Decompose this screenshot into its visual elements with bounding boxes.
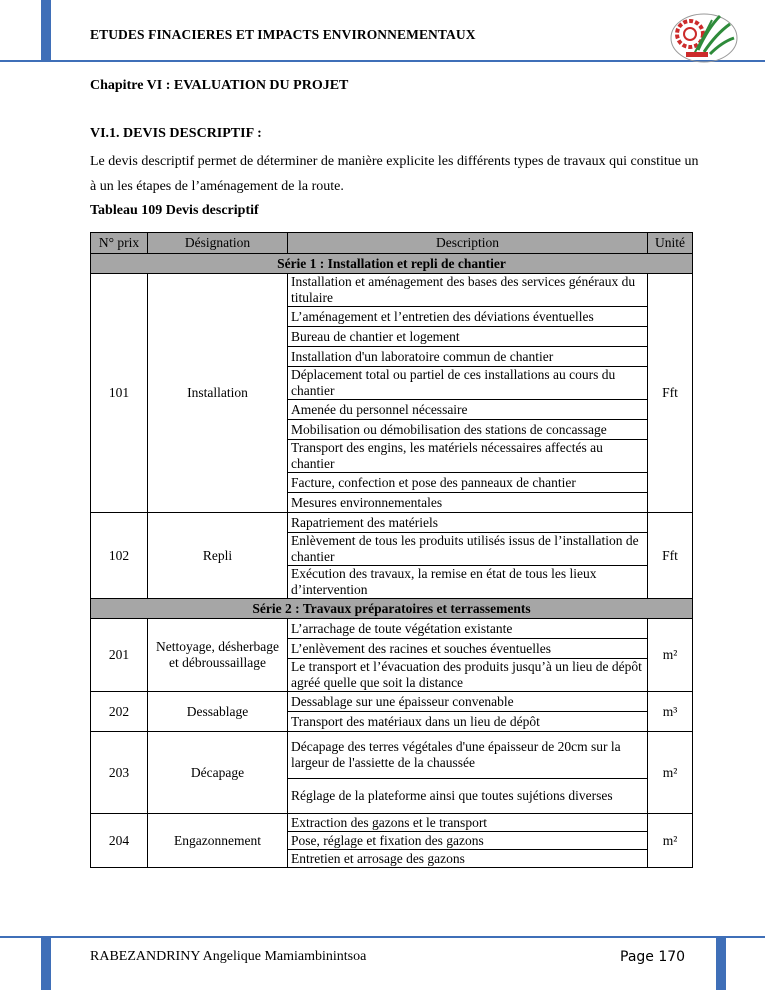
- unit: Fft: [648, 274, 693, 513]
- unit: m²: [648, 619, 693, 692]
- section-title: VI.1. DEVIS DESCRIPTIF :: [90, 126, 262, 141]
- description-item: Pose, réglage et fixation des gazons: [288, 832, 648, 850]
- designation: Repli: [148, 513, 288, 599]
- table-row: [91, 513, 693, 533]
- serie-1-label: Série 1 : Installation et repli de chantier: [91, 254, 693, 274]
- intro-paragraph: Le devis descriptif permet de déterminer de manière explicite les différents types de travaux qui constitue un à un les étapes de l’aménagement de la route.: [90, 154, 699, 194]
- price-number: 101: [91, 274, 148, 513]
- designation: Nettoyage, désherbage et débroussaillage: [148, 619, 288, 692]
- description-item: Mesures environnementales: [288, 493, 648, 513]
- description-item: Réglage de la plateforme ainsi que toutes sujétions diverses: [288, 779, 648, 814]
- description-item: Dessablage sur une épaisseur convenable: [288, 692, 648, 712]
- designation: Engazonnement: [148, 814, 288, 868]
- unit: Fft: [648, 513, 693, 599]
- description-item: Installation d'un laboratoire commun de chantier: [288, 347, 648, 367]
- description-item: Exécution des travaux, la remise en état de tous les lieux d’intervention: [288, 566, 648, 599]
- description-item: Entretien et arrosage des gazons: [288, 850, 648, 868]
- col-header-num: N° prix: [91, 233, 148, 254]
- description-item: Décapage des terres végétales d'une épaisseur de 20cm sur la largeur de l'assiette de la chaussée: [288, 732, 648, 779]
- footer-author: RABEZANDRINY Angelique Mamiambinintsoa: [90, 949, 367, 964]
- chapter-title: Chapitre VI : EVALUATION DU PROJET: [90, 78, 349, 93]
- description-item: Extraction des gazons et le transport: [288, 814, 648, 832]
- table-row: [91, 692, 693, 712]
- table-header-row: [91, 233, 693, 254]
- footer-rule: [0, 936, 765, 938]
- designation: Décapage: [148, 732, 288, 814]
- price-number: 203: [91, 732, 148, 814]
- serie-row: [91, 599, 693, 619]
- header-accent-bar: [41, 0, 51, 60]
- designation: Installation: [148, 274, 288, 513]
- description-item: Facture, confection et pose des panneaux de chantier: [288, 473, 648, 493]
- col-header-description: Description: [288, 233, 648, 254]
- description-item: Installation et aménagement des bases des services généraux du titulaire: [288, 274, 648, 307]
- price-number: 102: [91, 513, 148, 599]
- school-logo-icon: [668, 8, 740, 64]
- description-item: L’aménagement et l’entretien des déviations éventuelles: [288, 307, 648, 327]
- serie-row: [91, 254, 693, 274]
- description-item: Mobilisation ou démobilisation des stations de concassage: [288, 420, 648, 440]
- price-number: 201: [91, 619, 148, 692]
- unit: m²: [648, 732, 693, 814]
- unit: m³: [648, 692, 693, 732]
- table-row: [91, 619, 693, 639]
- description-item: Rapatriement des matériels: [288, 513, 648, 533]
- designation: Dessablage: [148, 692, 288, 732]
- price-number: 202: [91, 692, 148, 732]
- description-item: Déplacement total ou partiel de ces installations au cours du chantier: [288, 367, 648, 400]
- table-row: [91, 274, 693, 307]
- footer-accent-bar-left: [41, 938, 51, 990]
- description-item: Enlèvement de tous les produits utilisés issus de l’installation de chantier: [288, 533, 648, 566]
- description-item: L’enlèvement des racines et souches éventuelles: [288, 639, 648, 659]
- description-item: Bureau de chantier et logement: [288, 327, 648, 347]
- page-number: Page 170: [620, 949, 686, 965]
- description-item: Transport des engins, les matériels nécessaires affectés au chantier: [288, 440, 648, 473]
- table-row: [91, 814, 693, 832]
- description-item: Amenée du personnel nécessaire: [288, 400, 648, 420]
- header-rule: [0, 60, 765, 62]
- table-caption: Tableau 109 Devis descriptif: [90, 203, 259, 218]
- col-header-designation: Désignation: [148, 233, 288, 254]
- description-item: Le transport et l’évacuation des produits jusqu’à un lieu de dépôt agréé quelle que soit la distance: [288, 659, 648, 692]
- devis-table: [90, 232, 693, 868]
- description-item: Transport des matériaux dans un lieu de dépôt: [288, 712, 648, 732]
- unit: m²: [648, 814, 693, 868]
- table-row: [91, 732, 693, 779]
- description-item: L’arrachage de toute végétation existante: [288, 619, 648, 639]
- serie-2-label: Série 2 : Travaux préparatoires et terrassements: [91, 599, 693, 619]
- page-header-title: ETUDES FINACIERES ET IMPACTS ENVIRONNEMENTAUX: [90, 27, 476, 42]
- col-header-unit: Unité: [648, 233, 693, 254]
- footer-accent-bar-right: [716, 938, 726, 990]
- price-number: 204: [91, 814, 148, 868]
